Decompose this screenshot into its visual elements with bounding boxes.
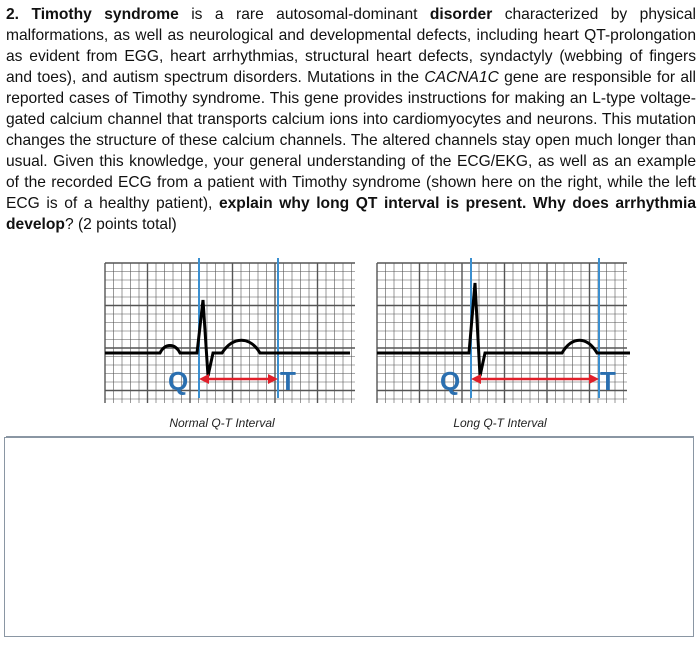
answer-box[interactable] [4, 437, 694, 637]
ecg-grid [105, 263, 355, 403]
disorder-word: disorder [429, 6, 493, 23]
normal-ecg-panel [100, 258, 360, 408]
question-text [6, 4, 696, 235]
syndrome-name: Timothy syndrome [31, 6, 179, 23]
gene-name: CACNA1C [424, 69, 499, 86]
long-qt-ecg-panel [372, 258, 632, 408]
question-text-part: is a rare autosomal-dominant [178, 6, 430, 23]
qt-arrow [471, 374, 599, 384]
question-prompt: explain why long QT interval is present. Why does arrhythmia develop [6, 195, 696, 233]
long-qt-ecg-chart [372, 258, 632, 408]
ecg-trace [105, 300, 350, 376]
t-label: T [600, 366, 616, 396]
ecg-figure [0, 258, 700, 438]
normal-ecg-chart [100, 258, 360, 408]
normal-ecg-caption: Normal Q-T Interval [169, 416, 275, 430]
points-note: ? (2 points total) [64, 216, 177, 233]
long-qt-ecg-caption: Long Q-T Interval [453, 416, 547, 430]
qt-arrow-head-right [268, 374, 278, 384]
question-text-part: characterized by physical malformations, as well as neurological and developmental defects, including heart QT-prolongation as evident from EGG, heart arrhythmias, structural heart defects, syndactyly (webbing of fingers and toes), and autism spectrum disorders. Mutations in the [6, 6, 696, 86]
t-label: T [280, 366, 296, 396]
qt-arrow-head-left [471, 374, 481, 384]
q-label: Q [440, 366, 461, 396]
question-number: 2. [6, 6, 20, 23]
qt-arrow [199, 374, 278, 384]
qt-arrow-head-right [589, 374, 599, 384]
qt-arrow-head-left [199, 374, 209, 384]
q-label: Q [168, 366, 189, 396]
question-text-part: gene are responsible for all reported cases of Timothy syndrome. This gene provides instructions for making an L-type voltage-gated calcium channel that transports calcium ions into cardiomyocytes and neurons. This mutation changes the structure of these calcium channels. The altered channels stay open much longer than usual. Given this knowledge, your general understanding of the ECG/EKG, as well as an example of the recorded ECG from a patient with Timothy syndrome (shown here on the right, while the left ECG is of a healthy patient), [6, 69, 696, 212]
